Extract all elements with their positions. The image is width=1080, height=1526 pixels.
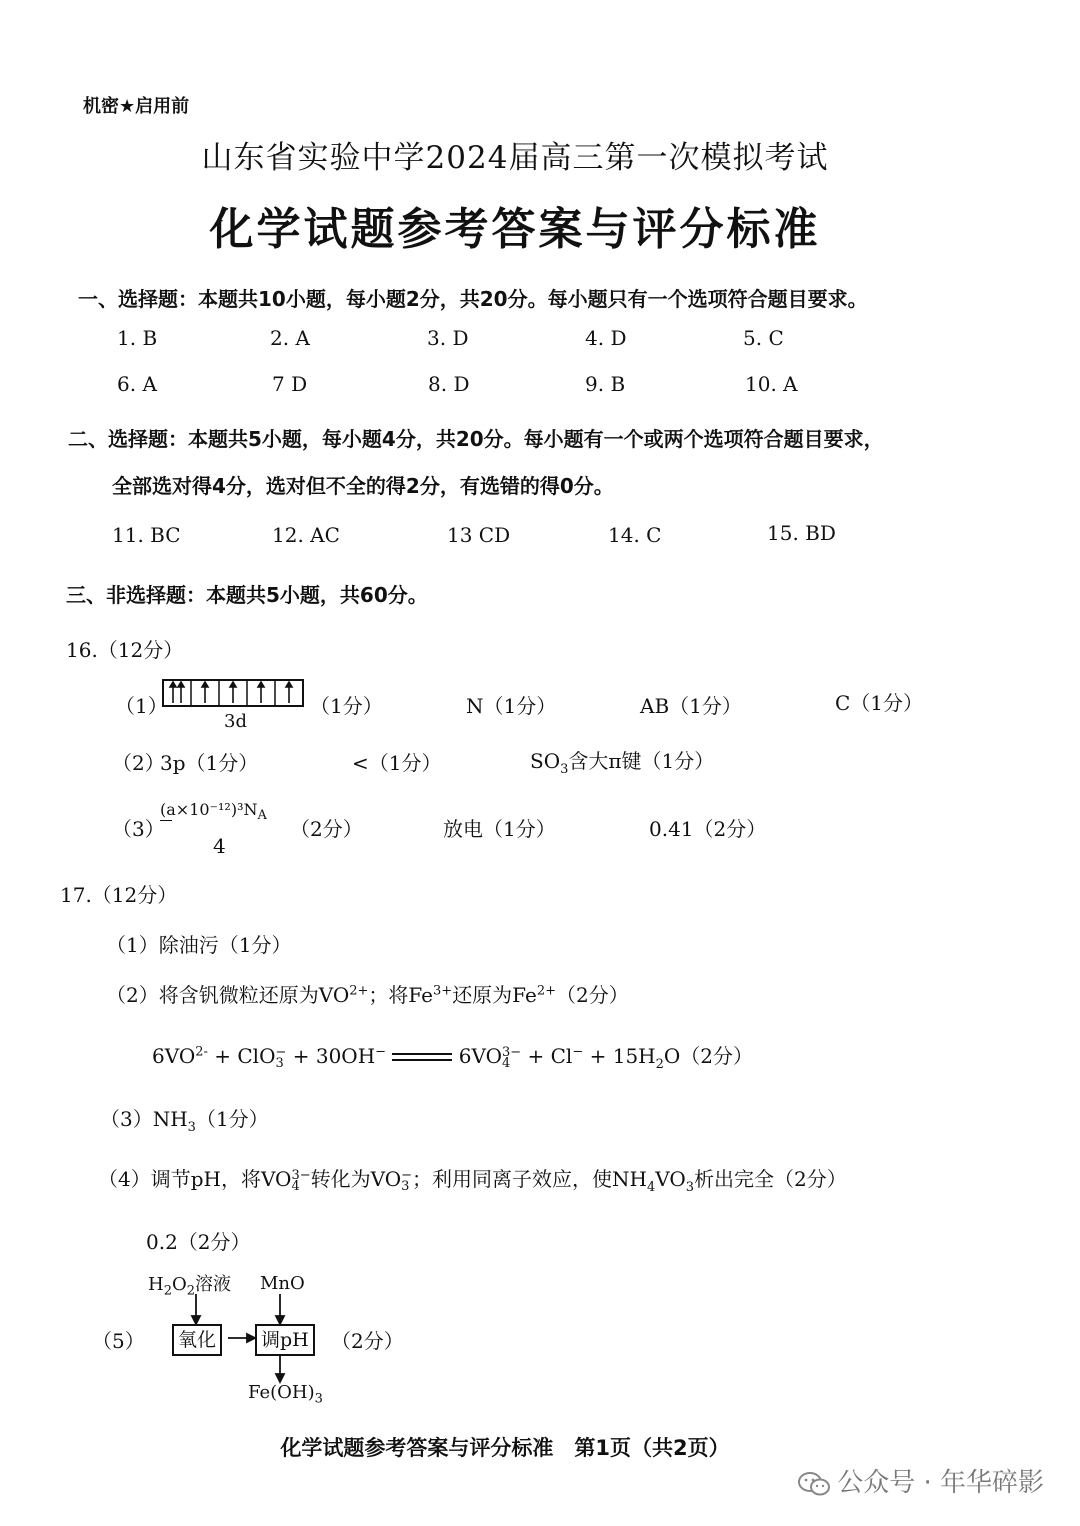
q16-p2-b: <（1分） bbox=[352, 751, 442, 775]
watermark: 公众号 · 年华碎影 bbox=[797, 1462, 1044, 1499]
q17-header: 17.（12分） bbox=[60, 883, 178, 907]
answer-14: 14. C bbox=[608, 523, 662, 547]
flow-product-feoh3: $Fe(OH)_3$ bbox=[248, 1382, 323, 1407]
flow-reagent-mno: MnO bbox=[260, 1273, 305, 1294]
q17-equation: $6VO^{2-} + ClO-$ 3 + 30OH− 6VO3− $4 + Cl^- + 15H_2O(2$分） bbox=[152, 1044, 754, 1072]
orbital-diagram-icon bbox=[162, 679, 304, 707]
wechat-icon bbox=[797, 1471, 831, 1497]
q17-p2: （2）将含钒微粒还原为$VO^{2+}$；将$Fe^{3+}$还原为$Fe^{2+}(2$分） bbox=[106, 983, 629, 1007]
section2-heading-line1: 二、选择题：本题共5小题，每小题4分，共20分。每小题有一个或两个选项符合题目要求， bbox=[68, 427, 884, 451]
answer-2: 2. A bbox=[270, 326, 310, 350]
q17-p4: （4）调节pH，将VO3− 4 转化为VO− 3 ；利用同离子效应，使$NH_4VO_3$析出完全（2分） bbox=[98, 1167, 847, 1195]
q17-p1: （1）除油污（1分） bbox=[106, 933, 292, 957]
answer-8: 8. D bbox=[428, 372, 470, 396]
answer-13: 13 CD bbox=[447, 523, 511, 547]
answer-9: 9. B bbox=[585, 372, 626, 396]
orbital-label: 3d bbox=[224, 711, 247, 732]
q17-p5-label: （5） bbox=[92, 1329, 145, 1353]
q16-p2-c: $SO_3$含大π键（1分） bbox=[530, 749, 715, 777]
q16-p3-c: 0.41（2分） bbox=[649, 817, 767, 841]
answer-1: 1. B bbox=[117, 326, 158, 350]
flow-box-oxidation: 氧化 bbox=[172, 1324, 222, 1356]
section2-heading-line2: 全部选对得4分，选对但不全的得2分，有选错的得0分。 bbox=[112, 474, 614, 498]
q17-p5-score: （2分） bbox=[331, 1329, 404, 1353]
q16-header: 16.（12分） bbox=[66, 638, 184, 662]
q16-p3-numerator: $(a\times 10^{-12})^3N_A$ bbox=[160, 800, 267, 824]
page-footer: 化学试题参考答案与评分标准 第1页（共2页） bbox=[280, 1436, 730, 1460]
q16-p2-a: 3p（1分） bbox=[160, 751, 259, 775]
q16-p3-b: 放电（1分） bbox=[443, 817, 556, 841]
q17-p4-value: 0.2（2分） bbox=[146, 1230, 251, 1254]
q16-p1-d: C（1分） bbox=[835, 691, 924, 715]
answer-12: 12. AC bbox=[272, 523, 340, 547]
equals-double-line bbox=[392, 1051, 452, 1065]
q16-p2-label: （2） bbox=[112, 751, 165, 775]
q16-p1-score: （1分） bbox=[310, 694, 383, 718]
q16-p1-b: N（1分） bbox=[466, 694, 557, 718]
answer-4: 4. D bbox=[585, 326, 627, 350]
answer-7: 7 D bbox=[272, 372, 308, 396]
answer-11: 11. BC bbox=[112, 523, 181, 547]
fraction-bar bbox=[160, 820, 172, 821]
section1-heading: 一、选择题：本题共10小题，每小题2分，共20分。每小题只有一个选项符合题目要求。 bbox=[78, 287, 868, 311]
q16-p3-score: （2分） bbox=[290, 817, 363, 841]
answer-3: 3. D bbox=[427, 326, 469, 350]
q16-p3-denominator: 4 bbox=[213, 834, 226, 858]
answer-5: 5. C bbox=[743, 326, 784, 350]
section3-heading: 三、非选择题：本题共5小题，共60分。 bbox=[66, 583, 428, 607]
answer-6: 6. A bbox=[117, 372, 157, 396]
page-title: 化学试题参考答案与评分标准 bbox=[209, 204, 821, 255]
answer-15: 15. BD bbox=[767, 521, 836, 545]
q16-p3-label: （3） bbox=[112, 817, 165, 841]
q17-p3: $(3)NH_3(1$分） bbox=[100, 1107, 269, 1135]
q16-p1-label: （1） bbox=[115, 694, 168, 718]
school-exam-title: 山东省实验中学2024届高三第一次模拟考试 bbox=[201, 140, 829, 176]
q16-p1-c: AB（1分） bbox=[640, 694, 742, 718]
confidential-mark: 机密★启用前 bbox=[83, 96, 190, 117]
flow-reagent-h2o2: $H_2O_2$溶液 bbox=[148, 1274, 232, 1299]
flow-box-adjust-ph: 调pH bbox=[255, 1324, 315, 1356]
answer-10: 10. A bbox=[745, 372, 798, 396]
